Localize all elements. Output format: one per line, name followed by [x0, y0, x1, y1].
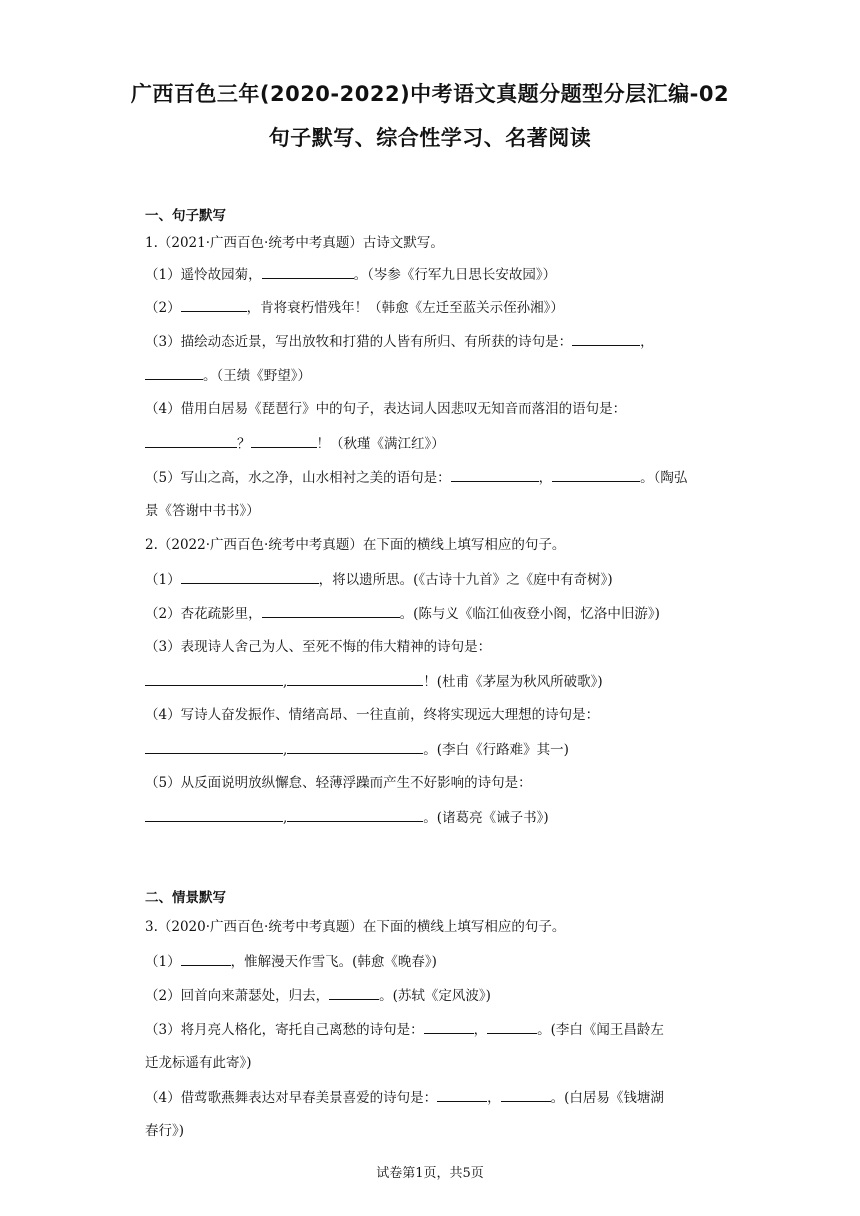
question-2-part-2: （2）杏花疏影里， 。(陈与义《临江仙夜登小阁，忆洛中旧游》) [145, 606, 660, 622]
question-2-part-4: （4）写诗人奋发振作、情绪高昂、一往直前，终将实现远大理想的诗句是： [145, 707, 600, 723]
answer-blank[interactable] [262, 265, 354, 279]
question-1-part-3: （3）描绘动态近景，写出放牧和打猎的人皆有所归、有所获的诗句是： ， [145, 334, 654, 350]
question-2-part-5: （5）从反面说明放纵懈怠、轻薄浮躁而产生不好影响的诗句是： [145, 775, 532, 791]
answer-blank[interactable] [329, 986, 379, 1000]
question-3-part-4: （4）借莺歌燕舞表达对早春美景喜爱的诗句是： ， 。(白居易《钱塘湖 [145, 1090, 664, 1106]
answer-blank[interactable] [145, 434, 237, 448]
question-2-part-5-cont: , 。(诸葛亮《诫子书》) [145, 808, 549, 827]
question-3-part-1: （1） ，惟解漫天作雪飞。(韩愈《晚春》) [145, 954, 437, 970]
question-2-part-4-cont: , 。(李白《行路难》其一) [145, 740, 569, 759]
answer-blank[interactable] [437, 1088, 487, 1102]
answer-blank[interactable] [287, 808, 423, 822]
answer-blank[interactable] [145, 740, 283, 754]
answer-blank[interactable] [424, 1020, 474, 1034]
question-3-part-4-cont: 春行》) [145, 1123, 185, 1139]
question-1-stem: 1.（2021·广西百色·统考中考真题）古诗文默写。 [145, 235, 444, 251]
question-1-part-1: （1）遥怜故园菊， 。（岑参《行军九日思长安故园》） [145, 267, 557, 283]
question-1-part-4: （4）借用白居易《琵琶行》中的句子，表达词人因悲叹无知音而落泪的语句是： [145, 401, 627, 417]
question-1-part-3-cont: 。（王绩《野望》） [145, 366, 311, 385]
answer-blank[interactable] [181, 298, 247, 312]
answer-blank[interactable] [287, 740, 423, 754]
answer-blank[interactable] [251, 434, 317, 448]
document-title-line1: 广西百色三年(2020-2022)中考语文真题分题型分层汇编-02 [130, 82, 730, 106]
document-title-line2: 句子默写、综合性学习、名著阅读 [268, 126, 592, 150]
answer-blank[interactable] [287, 672, 423, 686]
answer-blank[interactable] [181, 570, 319, 584]
question-2-part-3: （3）表现诗人舍己为人、至死不悔的伟大精神的诗句是： [145, 639, 492, 655]
question-3-stem: 3.（2020·广西百色·统考中考真题）在下面的横线上填写相应的句子。 [145, 919, 566, 935]
answer-blank[interactable] [181, 952, 231, 966]
section-heading-sentence-dictation: 一、句子默写 [145, 208, 226, 224]
answer-blank[interactable] [572, 332, 640, 346]
section-heading-scene-dictation: 二、情景默写 [145, 890, 226, 906]
answer-blank[interactable] [145, 808, 283, 822]
question-3-part-2: （2）回首向来萧瑟处，归去， 。(苏轼《定风波》) [145, 988, 491, 1004]
answer-blank[interactable] [552, 468, 640, 482]
answer-blank[interactable] [501, 1088, 551, 1102]
question-1-part-4-cont: ？ ！（秋瑾《满江红》） [145, 434, 445, 453]
question-3-part-3: （3）将月亮人格化，寄托自己离愁的诗句是： ， 。(李白《闻王昌龄左 [145, 1022, 664, 1038]
answer-blank[interactable] [145, 366, 203, 380]
page-number-footer: 试卷第1页，共5页 [376, 1166, 484, 1181]
question-2-part-3-cont: , ！(杜甫《茅屋为秋风所破歌》) [145, 672, 603, 691]
question-2-part-1: （1） ，将以遗所思。(《古诗十九首》之《庭中有奇树》) [145, 572, 613, 588]
question-1-part-2: （2） ，肯将衰朽惜残年！（韩愈《左迁至蓝关示侄孙湘》） [145, 300, 564, 316]
question-1-part-5-cont: 景《答谢中书书》） [145, 503, 260, 519]
answer-blank[interactable] [262, 604, 400, 618]
answer-blank[interactable] [451, 468, 539, 482]
question-2-stem: 2.（2022·广西百色·统考中考真题）在下面的横线上填写相应的句子。 [145, 537, 566, 553]
answer-blank[interactable] [487, 1020, 537, 1034]
question-1-part-5: （5）写山之高，水之净，山水相衬之美的语句是： ， 。（陶弘 [145, 470, 688, 486]
answer-blank[interactable] [145, 672, 283, 686]
question-3-part-3-cont: 迁龙标遥有此寄》) [145, 1055, 252, 1071]
